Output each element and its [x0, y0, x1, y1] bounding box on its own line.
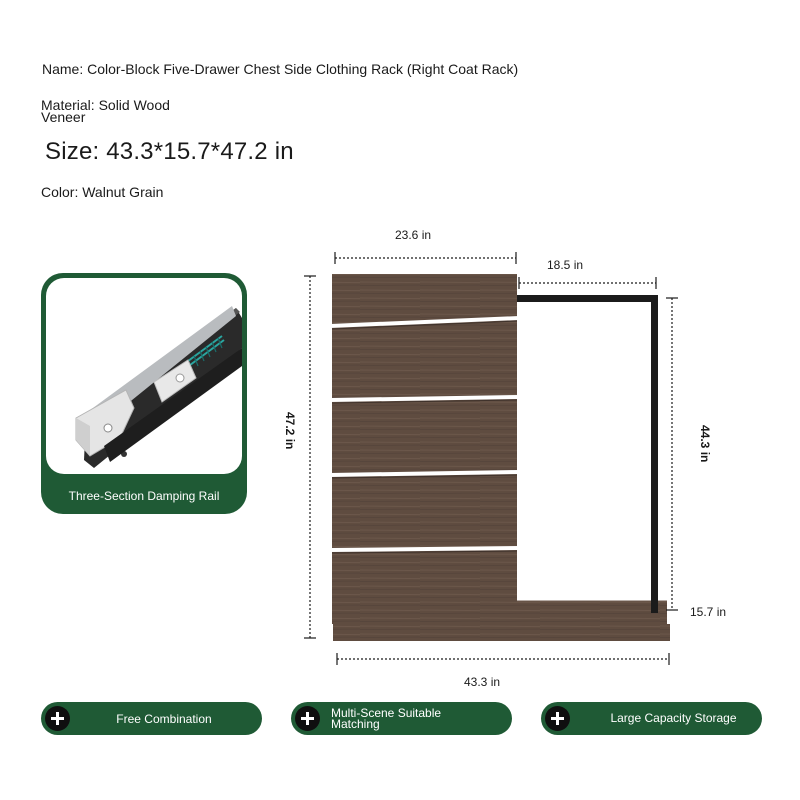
feature-label: Free Combination	[116, 712, 212, 726]
material-line-2: Veneer	[41, 109, 86, 125]
feature-label	[331, 708, 501, 730]
dim-depth: 15.7 in	[690, 605, 727, 619]
feature-free-combination	[41, 702, 262, 735]
product-size: Size: 43.3*15.7*47.2 in	[45, 138, 294, 165]
plus-icon	[545, 706, 570, 731]
coat-rack-frame	[517, 295, 658, 613]
feature-label-line-2: Matching	[331, 717, 380, 731]
material-line-1: Material: Solid Wood	[41, 97, 170, 113]
product-name: Name: Color-Block Five-Drawer Chest Side Clothing Rack (Right Coat Rack)	[42, 61, 519, 77]
dim-total-height: 47.2 in	[283, 412, 297, 450]
base-plinth	[333, 624, 670, 641]
rack-base-shelf	[517, 601, 667, 625]
damping-rail-label: Three-Section Damping Rail	[68, 489, 220, 503]
plus-icon	[295, 706, 320, 731]
product-color: Color: Walnut Grain	[41, 184, 164, 200]
feature-multi-scene	[291, 702, 512, 735]
dim-chest-width: 23.6 in	[395, 228, 432, 242]
dim-total-width: 43.3 in	[464, 675, 501, 689]
feature-label: Large Capacity Storage	[610, 711, 737, 725]
plus-icon	[45, 706, 70, 731]
feature-label-line-1: Multi-Scene Suitable	[331, 706, 442, 720]
feature-large-capacity	[541, 702, 762, 735]
dim-rack-width: 18.5 in	[547, 258, 584, 272]
dim-rack-height: 44.3 in	[698, 425, 712, 463]
